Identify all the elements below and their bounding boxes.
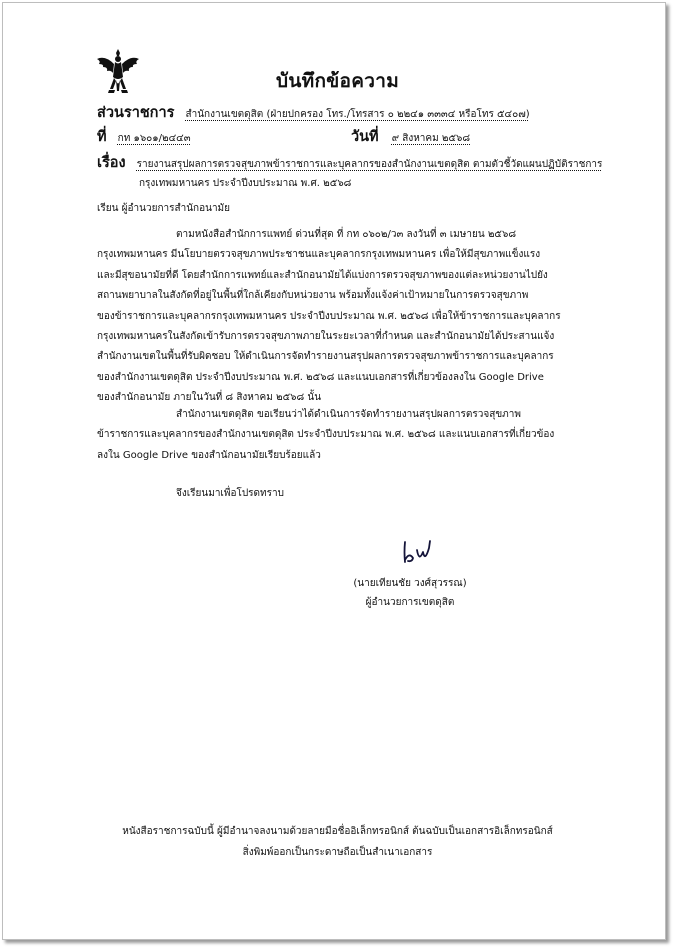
para1-line: กรุงเทพมหานครในสังกัดเข้ารับการตรวจสุขภาพภายในระยะเวลาที่กำหนด และสำนักอนามัยได้ประสานแจ้ง [97, 331, 555, 343]
para1-line: กรุงเทพมหานคร มีนโยบายตรวจสุขภาพประชาชนและบุคลากรกรุงเทพมหานคร เพื่อให้มีสุขภาพแข็งแรง [97, 249, 541, 261]
para1-line: ของสำนักงานเขตดุสิต ประจำปีงบประมาณ พ.ศ. ๒๕๖๘ และแนบเอกสารที่เกี่ยวข้องลงใน Google Drive [97, 371, 544, 383]
ref-value: กท ๑๖๐๑/๒๔๔๓ [117, 133, 191, 144]
ref-row [97, 125, 191, 148]
para1-line: ของสำนักอนามัย ภายในวันที่ ๘ สิงหาคม ๒๕๖๘ นั้น [97, 392, 322, 404]
ref-label: ที่ [97, 129, 107, 145]
salutation: เรียน ผู้อำนวยการสำนักอนามัย [97, 203, 231, 214]
body-paragraph-2 [97, 405, 554, 466]
agency-label: ส่วนราชการ [97, 105, 175, 121]
closing-text: จึงเรียนมาเพื่อโปรดทราบ [176, 488, 284, 499]
signer-name: (นายเทียนชัย วงศ์สุวรรณ) [353, 578, 467, 589]
para1-line: ตามหนังสือสำนักการแพทย์ ด่วนที่สุด ที่ กท ๐๖๐๒/ว๓ ลงวันที่ ๓ เมษายน ๒๕๖๘ [176, 229, 517, 240]
footer [0, 821, 675, 863]
para2-line: ข้าราชการและบุคลากรของสำนักงานเขตดุสิต ประจำปีงบประมาณ พ.ศ. ๒๕๖๘ และแนบเอกสารที่เกี่ยวข้อง [97, 429, 555, 441]
para2-line: สำนักงานเขตดุสิต ขอเรียนว่าได้ดำเนินการจัดทำรายงานสรุปผลการตรวจสุขภาพ [176, 409, 521, 420]
footer-line-2: สิ่งพิมพ์ออกเป็นกระดาษถือเป็นสำเนาเอกสาร [242, 847, 433, 858]
agency-row [97, 101, 530, 124]
subject-line-1: รายงานสรุปผลการตรวจสุขภาพข้าราชการและบุคลากรของสำนักงานเขตดุสิต ตามตัวชี้วัดแผนปฏิบัติราชการ [136, 159, 603, 170]
body-paragraph-1 [97, 225, 561, 409]
memo-title: บันทึกข้อความ [275, 70, 400, 92]
signature-icon [399, 538, 439, 566]
subject-line-2: กรุงเทพมหานคร ประจำปีงบประมาณ พ.ศ. ๒๕๖๘ [139, 178, 352, 189]
signature-block [310, 574, 510, 612]
footer-line-1: หนังสือราชการฉบับนี้ ผู้มีอำนาจลงนามด้วยลายมือชื่ออิเล็กทรอนิกส์ ต้นฉบับเป็นเอกสารอิเล็กทรอนิกส์ [122, 826, 553, 837]
para1-line: และมีสุขอนามัยที่ดี โดยสำนักการแพทย์และสำนักอนามัยได้แบ่งการตรวจสุขภาพของแต่ละหน่วยงานไปยัง [97, 269, 548, 281]
subject-row [97, 151, 602, 174]
agency-value: สำนักงานเขตดุสิต (ฝ่ายปกครอง โทร./โทรสาร ๐ ๒๒๔๑ ๓๓๓๔ หรือโทร ๕๔๐๗) [185, 109, 530, 120]
date-label: วันที่ [351, 129, 379, 145]
para1-line: สถานพยาบาลในสังกัดที่อยู่ในพื้นที่ใกล้เคียงกับหน่วยงาน พร้อมทั้งแจ้งค่าเป้าหมายในการตรวจสุขภาพ [97, 290, 529, 302]
signer-position: ผู้อำนวยการเขตดุสิต [365, 597, 455, 608]
date-row [351, 125, 470, 148]
subject-label: เรื่อง [97, 155, 126, 171]
para1-line: สำนักงานเขตในพื้นที่รับผิดชอบ ให้ดำเนินการจัดทำรายงานสรุปผลการตรวจสุขภาพข้าราชการและบุคลากร [97, 351, 554, 363]
date-value: ๙ สิงหาคม ๒๕๖๘ [391, 133, 471, 144]
para2-line: ลงใน Google Drive ของสำนักอนามัยเรียบร้อยแล้ว [97, 449, 321, 461]
para1-line: ของข้าราชการและบุคลากรกรุงเทพมหานคร ประจำปีงบประมาณ พ.ศ. ๒๕๖๘ เพื่อให้ข้าราชการและบุคลากร [97, 310, 561, 322]
